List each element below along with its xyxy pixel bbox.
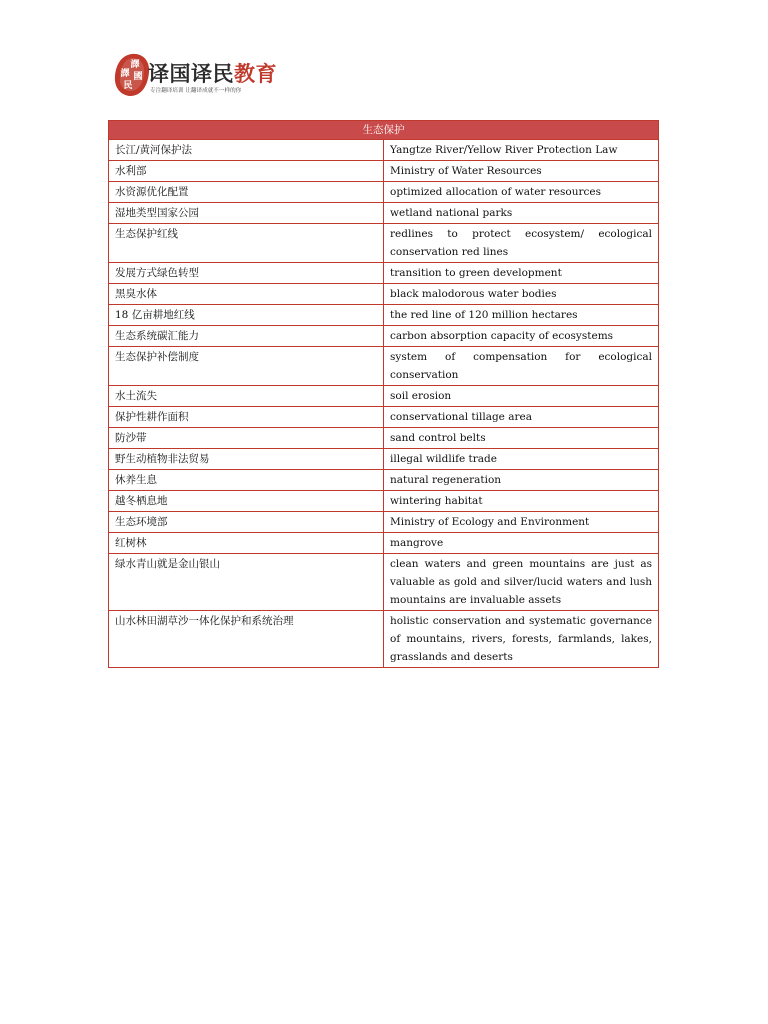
table-body	[109, 140, 659, 668]
svg-text:譯: 譯	[130, 60, 140, 70]
term-chinese: 野生动植物非法贸易	[109, 449, 384, 470]
term-english: the red line of 120 million hectares	[384, 305, 659, 326]
term-english: holistic conservation and systematic governance of mountains, rivers, forests, farmlands, lakes, grasslands and deserts	[384, 611, 659, 668]
term-english: black malodorous water bodies	[384, 284, 659, 305]
table-row	[109, 263, 659, 284]
term-chinese: 湿地类型国家公园	[109, 203, 384, 224]
brand-name	[148, 58, 277, 88]
table-row	[109, 224, 659, 263]
term-english: clean waters and green mountains are just as valuable as gold and silver/lucid waters and lush mountains are invaluable assets	[384, 554, 659, 611]
term-chinese: 山水林田湖草沙一体化保护和系统治理	[109, 611, 384, 668]
term-english: Ministry of Water Resources	[384, 161, 659, 182]
term-english: transition to green development	[384, 263, 659, 284]
term-english: optimized allocation of water resources	[384, 182, 659, 203]
svg-text:民: 民	[123, 81, 133, 91]
table-row	[109, 203, 659, 224]
svg-text:譯: 譯	[120, 69, 130, 79]
term-english: soil erosion	[384, 386, 659, 407]
table-row	[109, 428, 659, 449]
term-english: natural regeneration	[384, 470, 659, 491]
term-chinese: 休养生息	[109, 470, 384, 491]
term-chinese: 黑臭水体	[109, 284, 384, 305]
table-row	[109, 470, 659, 491]
table-row	[109, 284, 659, 305]
term-english: Ministry of Ecology and Environment	[384, 512, 659, 533]
term-chinese: 生态保护补偿制度	[109, 347, 384, 386]
term-chinese: 越冬栖息地	[109, 491, 384, 512]
brand-slogan: 专注翻译培训 让翻译成就不一样的你	[150, 88, 242, 94]
term-chinese: 保护性耕作面积	[109, 407, 384, 428]
brand-name-main: 译国译民	[148, 62, 234, 86]
brand-logo	[112, 52, 282, 104]
term-english: illegal wildlife trade	[384, 449, 659, 470]
term-english: Yangtze River/Yellow River Protection Law	[384, 140, 659, 161]
table-row	[109, 554, 659, 611]
term-english: mangrove	[384, 533, 659, 554]
term-chinese: 18 亿亩耕地红线	[109, 305, 384, 326]
seal-logo-icon	[112, 52, 152, 98]
table-row	[109, 182, 659, 203]
table-row	[109, 386, 659, 407]
table-row	[109, 305, 659, 326]
term-chinese: 生态系统碳汇能力	[109, 326, 384, 347]
glossary-table	[108, 120, 659, 668]
term-english: system of compensation for ecological conservation	[384, 347, 659, 386]
brand-name-accent: 教育	[234, 62, 277, 86]
term-chinese: 绿水青山就是金山银山	[109, 554, 384, 611]
table-row	[109, 512, 659, 533]
term-chinese: 发展方式绿色转型	[109, 263, 384, 284]
term-chinese: 生态保护红线	[109, 224, 384, 263]
term-chinese: 水资源优化配置	[109, 182, 384, 203]
term-chinese: 防沙带	[109, 428, 384, 449]
term-english: wetland national parks	[384, 203, 659, 224]
table-header-row	[109, 121, 659, 140]
term-english: sand control belts	[384, 428, 659, 449]
term-english: redlines to protect ecosystem/ ecological conservation red lines	[384, 224, 659, 263]
svg-text:國: 國	[133, 72, 143, 82]
term-english: conservational tillage area	[384, 407, 659, 428]
table-row	[109, 140, 659, 161]
term-chinese: 水利部	[109, 161, 384, 182]
table-row	[109, 161, 659, 182]
glossary-table-container	[108, 120, 659, 668]
table-header: 生态保护	[109, 121, 659, 140]
table-row	[109, 326, 659, 347]
table-row	[109, 491, 659, 512]
table-row	[109, 533, 659, 554]
table-row	[109, 347, 659, 386]
term-chinese: 水土流失	[109, 386, 384, 407]
term-english: wintering habitat	[384, 491, 659, 512]
table-row	[109, 449, 659, 470]
term-chinese: 生态环境部	[109, 512, 384, 533]
table-row	[109, 611, 659, 668]
table-row	[109, 407, 659, 428]
term-chinese: 红树林	[109, 533, 384, 554]
term-english: carbon absorption capacity of ecosystems	[384, 326, 659, 347]
term-chinese: 长江/黄河保护法	[109, 140, 384, 161]
